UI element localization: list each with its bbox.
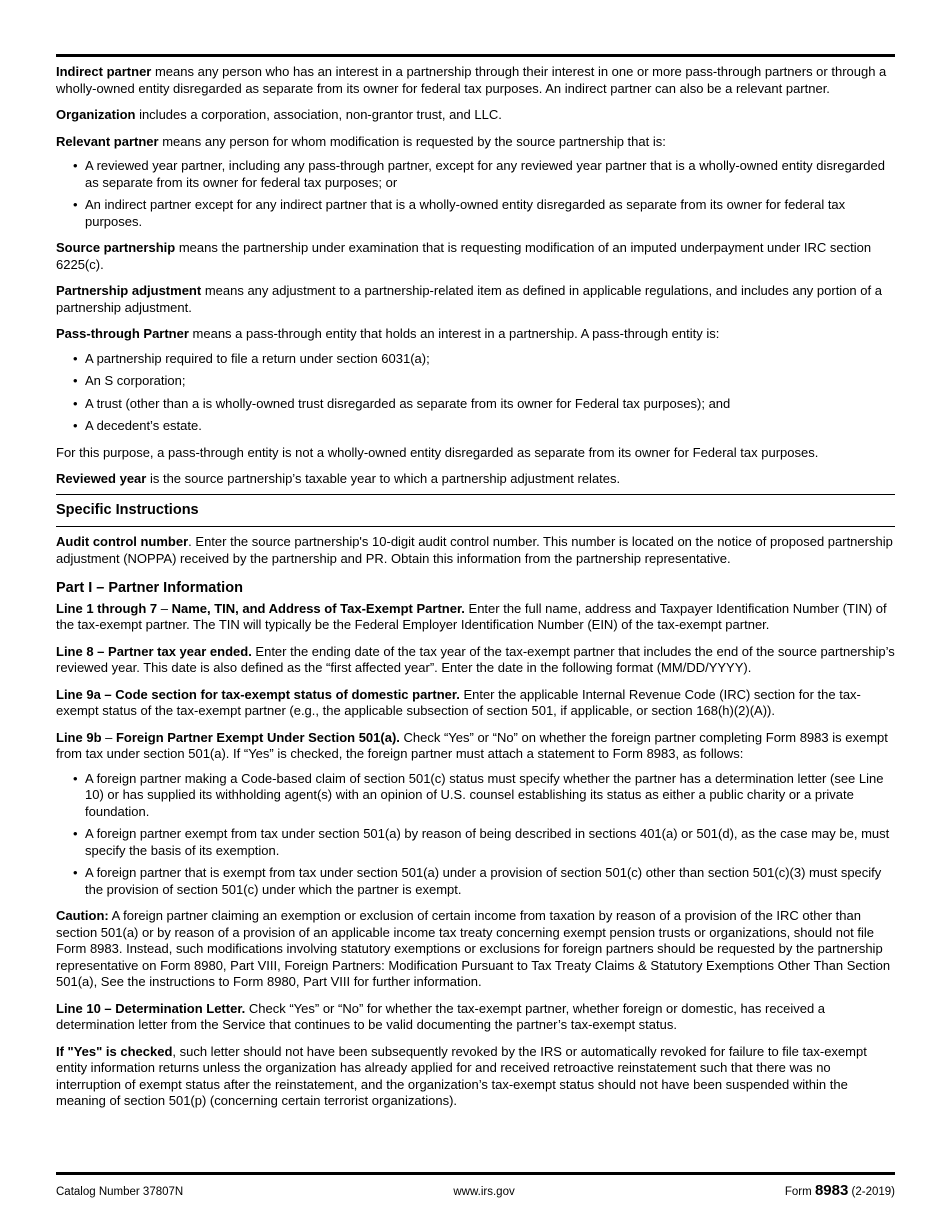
section-title-specific-instructions: Specific Instructions	[56, 501, 199, 518]
def-organization: Organization includes a corporation, association, non-grantor trust, and LLC.	[56, 107, 502, 122]
top-rule	[56, 54, 895, 57]
relevant-partner-list	[56, 158, 895, 230]
def-reviewed-year: Reviewed year is the source partnership’s taxable year to which a partnership adjustment relates.	[56, 471, 621, 486]
website-link[interactable]: www.irs.gov	[453, 1186, 515, 1198]
list-item: • A reviewed year partner, including any pass-through partner, except for any reviewed year partner that is a wholly-owned entity disregarded as separate from its owner for federal tax purposes; or	[56, 158, 895, 191]
catalog-number: Catalog Number 37807N	[56, 1186, 184, 1198]
instructions-page	[56, 54, 895, 1110]
line-8-paragraph: Line 8 – Partner tax year ended. Enter the ending date of the tax year of the tax-exempt partner that includes the end of the source partnership’s reviewed year. This date is also defined as the “first affected year”. Enter the date in the following format (MM/DD/YYYY).	[56, 643, 895, 675]
footer-rule	[56, 1172, 895, 1175]
form-number: 8983	[814, 1182, 849, 1199]
section-rule-bottom	[56, 526, 895, 527]
list-item: • A foreign partner making a Code-based claim of section 501(c) status must specify whether the partner has a determination letter (see Line 10) or has supplied its withholding agent(s) with an opinion of U.S. counsel establishing its status as either a public charity or a private foundation.	[56, 771, 895, 821]
pass-through-list	[56, 351, 895, 435]
pass-through-note: For this purpose, a pass-through entity is not a wholly-owned entity disregarded as separate from its owner for Federal tax purposes.	[56, 444, 819, 460]
line-1-7-paragraph: Line 1 through 7 – Name, TIN, and Address of Tax-Exempt Partner. Enter the full name, address and Taxpayer Identification Number (TIN) of the tax-exempt partner. The TIN will typically be the Federal Employer Identification Number (EIN) of the tax-exempt partner.	[56, 600, 887, 632]
list-item: • An indirect partner except for any indirect partner that is a wholly-owned entity disregarded as separate from its owner for federal tax purposes.	[56, 197, 895, 230]
def-partnership-adjustment: Partnership adjustment means any adjustment to a partnership-related item as defined in applicable regulations, and includes any portion of a partnership adjustment.	[56, 283, 882, 315]
form-revision: (2-2019)	[851, 1186, 895, 1198]
line-9a-paragraph: Line 9a – Code section for tax-exempt status of domestic partner. Enter the applicable Internal Revenue Code (IRC) section for the tax-exempt status of the tax-exempt partner (e.g., the applicable subsection of section 501, if applicable, or section 168(h)(2)(A)).	[56, 686, 861, 718]
def-relevant-partner: Relevant partner means any person for whom modification is requested by the source partnership that is:	[56, 133, 666, 149]
def-source-partnership: Source partnership means the partnership under examination that is requesting modification of an imputed underpayment under IRC section 6225(c).	[56, 240, 872, 272]
list-item: • An S corporation;	[56, 373, 895, 390]
section-rule-top	[56, 494, 895, 495]
audit-control-number-paragraph: Audit control number. Enter the source partnership's 10-digit audit control number. This number is located on the notice of proposed partnership adjustment (NOPPA) received by the partnership and PR. Obtain this information from the partnership representative.	[56, 534, 893, 566]
list-item: • A trust (other than a is wholly-owned trust disregarded as separate from its owner for Federal tax purposes); and	[56, 396, 895, 413]
list-item: • A foreign partner that is exempt from tax under section 501(a) under a provision of section 501(c) other than section 501(c)(3) must specify the provision of section 501(c) under which the partner is exempt.	[56, 865, 895, 898]
line-9b-list	[56, 771, 895, 899]
page-footer	[56, 1172, 895, 1201]
form-id: Form 8983 (2-2019)	[784, 1182, 895, 1199]
list-item: • A partnership required to file a return under section 6031(a);	[56, 351, 895, 368]
part-1-title: Part I – Partner Information	[56, 580, 243, 596]
def-indirect-partner: Indirect partner means any person who has an interest in a partnership through their interest in one or more pass-through partners or through a wholly-owned entity disregarded as separate from its owner for federal tax purposes. An indirect partner can also be a relevant partner.	[56, 64, 887, 96]
list-item: • A foreign partner exempt from tax under section 501(a) by reason of being described in sections 401(a) or 501(d), as the case may be, must specify the basis of its exemption.	[56, 826, 895, 859]
line-10-paragraph: Line 10 – Determination Letter. Check “Yes” or “No” for whether the tax-exempt partner, whether foreign or domestic, has received a determination letter from the Service that continues to be valid documenting the partner’s tax-exempt status.	[56, 1000, 826, 1032]
line-9b-paragraph: Line 9b – Foreign Partner Exempt Under Section 501(a). Check “Yes” or “No” on whether the foreign partner completing Form 8983 is exempt from tax under section 501(a). If “Yes” is checked, the foreign partner must attach a statement to Form 8983, as follows:	[56, 729, 888, 761]
list-item: • A decedent’s estate.	[56, 418, 895, 435]
def-pass-through-partner: Pass-through Partner means a pass-through entity that holds an interest in a partnership. A pass-through entity is:	[56, 326, 720, 341]
caution-paragraph: Caution: A foreign partner claiming an exemption or exclusion of certain income from taxation by reason of a provision of the IRC other than section 501(a) or by reason of a provision of an applicable income tax treaty concerning exempt pension trusts or organizations, should not file Form 8983. Instead, such modifications involving statutory exemptions or exclusions for foreign partners should be requested by the partnership representative on Form 8980, Part VIII, Foreign Partners: Modification Pursuant to Tax Treaty Claims & Statutory Exemptions Other Than Section 501(a), See the instructions to Form 8980, Part VIII for further information.	[56, 908, 891, 989]
if-yes-paragraph: If "Yes" is checked, such letter should not have been subsequently revoked by the IRS or automatically revoked for failure to file tax-exempt entity information returns unless the organization has already applied for and received retroactive reinstatement such that there was no interruption of exempt status after the reinstatement, and the organization’s tax-exempt status should not have been suspended within the meaning of section 501(p) (concerning certain terrorist organizations).	[56, 1043, 867, 1108]
